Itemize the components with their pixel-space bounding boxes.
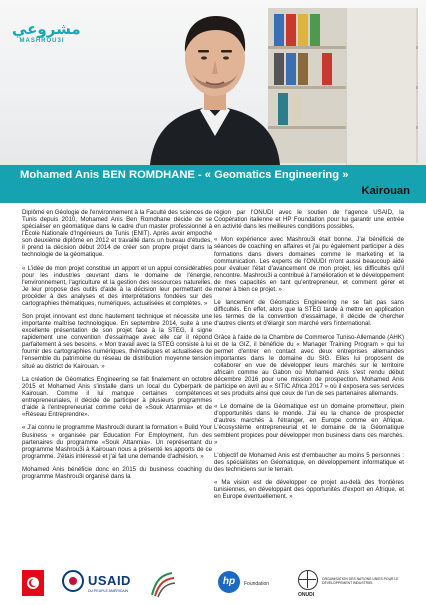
paragraph: « J'ai connu le programme Mashrou3i durant la formation « Build Your Business » organisée par Education For Employment, l'un des partenaires du programme «Souk Attanmia». Un représentant du programme Mashrou3i à Kairouan nous a présenté les apports de ce programme. J'étais intéressé et j'ai fait une demande d'adhésion. » [22, 424, 212, 460]
usaid-label: USAID [88, 573, 131, 588]
usaid-seal-icon [62, 570, 84, 592]
page-title: Mohamed Anis BEN ROMDHANE - « Geomatics Engineering » [20, 169, 349, 181]
onudi-name: ONUDI [298, 592, 315, 598]
right-column [214, 209, 404, 507]
hp-foundation-label: Foundation [244, 581, 270, 587]
paragraph: « Ma vision est de développer ce projet au-delà des frontières tunisiennes, en développant des opportunités d'export en Afrique, et en Europe éventuellement. » [214, 479, 404, 501]
page-subtitle-location: Kairouan [361, 185, 410, 197]
paragraph: « Le domaine de la Géomatique est un domaine prometteur, plein d'opportunités dans le monde. J'ai eu la chance de prospecter d'autres marchés à l'étranger, en Europe comme en Afrique. L'écosystème entrepreneurial et le domaine de la Géomatique semblent propices pour développer mon business dans ces marchés. » [214, 403, 404, 446]
paragraph: Diplômé en Géologie de l'environnement à la Faculté des sciences de Tunis depuis 2010, Mohamed Anis Ben Romdhane décide de se spécialiser en géomatique dans le cadre d'un master professionnel à l'École Nationale d'Ingénieurs de Tunis (ENIT). Après avoir empoché son deuxième diplôme en 2012 et travaillé dans un bureau d'études, il prend la décision début 2014 de créer son propre projet dans la technologie de la géomatique. [22, 209, 212, 259]
usaid-logo [62, 568, 132, 598]
logo-latin: MASHROU3I [19, 38, 65, 44]
onudi-fullname: ORGANISATION DES NATIONS UNIES POUR LE DÉVELOPPEMENT INDUSTRIEL [322, 577, 399, 585]
italian-cooperation-emblem-icon [148, 569, 178, 599]
onudi-logo [298, 568, 418, 600]
hp-logo: hp [218, 571, 240, 593]
paragraph: Son projet innovant est donc hautement technique et nécessite une importante maîtrise technologique. En septembre 2014, suite à une excellente présentation de son projet face à la STEG, il signe rapidement une convention d'essaimage avec elle car il répond parfaitement à ses besoins. « Mon travail avec la STEG consiste à lui fournir des cartographies numériques, thématiques et actualisées de l'ensemble du patrimoine du réseau de distribution moyenne tension situé au district de Kairouan. » [22, 313, 212, 370]
paragraph: « L'idée de mon projet constitue un apport et un appui considérables pour les industries œuvrant dans le domaine de l'énergie, l'environnement, l'agriculture et la gestion des ressources naturelles. Je leur propose des outils d'aide à la décision leur permettant de procéder à des analyses et des interprétations fondées sur des cartographies thématiques, numériques, actualisées et complètes. » [22, 264, 212, 307]
office-door [346, 8, 416, 165]
paragraph: Mohamed Anis bénéficie donc en 2015 du business coaching du programme Mashrou3i organisé dans la [22, 465, 212, 481]
paragraph: La création de Géomatics Engineering se fait finalement en octobre 2015 et Mohamed Anis s'installe dans un local du Cyberpark de Kairouan. Comme il lui manque certaines compétences entrepreneuriales, il décide de participer à plusieurs programmes d'aide à l'entrepreneuriat comme celui de «Souk Attanmia» et de «Réseau Entreprendre». [22, 375, 212, 419]
portrait-photo [140, 6, 290, 165]
header-photo [0, 0, 426, 165]
mashrou3i-logo [12, 20, 81, 56]
bookshelf-background [268, 8, 418, 163]
usaid-sub-label: DU PEUPLE AMÉRICAIN [88, 589, 129, 593]
paragraph: « Mon expérience avec Mashrou3i était bonne. J'ai bénéficié de séances de coaching en affaires et j'ai pu également participer à des formations dans divers domaines comme le marketing et la communication. Les experts de l'ONUDI m'ont aussi beaucoup aidé pour évaluer l'état d'avancement de mon projet, les difficultés qu'il rencontre. Mashrou3i a contribué à l'amélioration et le développement de mes capacités en tant qu'entrepreneur, et comment gérer et mener à bien ce projet. » [214, 236, 404, 293]
paragraph: région par l'ONUDI avec le soutien de l'agence USAID, la Coopération italienne et HP Foundation pour lui garantir une entrée en activité dans les meilleures conditions possibles. [214, 209, 404, 231]
tunisia-flag-icon [22, 570, 44, 596]
paragraph: L'objectif de Mohamed Anis est d'embaucher au moins 5 personnes : des spécialistes en Géomatique, en développement informatique et des techniciens sur le terrain. [214, 451, 404, 473]
paragraph: Grâce à l'aide de la Chambre de Commerce Tuniso-Allemande (AHK) et de la GIZ, il bénéficie du « Manager Training Program » qui lui permet d'entrer en contact avec deux entreprises allemandes importantes dans le domaine du SIG. Elles lui proposent de collaborer en vue de développer leurs marchés sur le territoire africain comme au Gabon où Mohamed Anis s'est rendu début décembre 2016 pour une mission de prospection. Mohamed Anis participe en avril au « SITIC Africa 2017 » où il exposera ses services et ses produits ainsi que ceux de l'un de ses partenaires allemands. [214, 333, 404, 397]
partner-logos-footer [0, 562, 426, 605]
left-column [22, 209, 212, 486]
paragraph: Le lancement de Géomatics Engineering ne se fait pas sans difficultés. En effet, alors que la STEG tarde à mettre en application les termes de la convention d'essaimage, il décide de chercher d'autres clients et d'élargir son marché vers l'international. [214, 299, 404, 328]
un-globe-icon [298, 570, 318, 590]
logo-arabic: مشروعي [12, 20, 81, 38]
title-banner [0, 165, 426, 203]
